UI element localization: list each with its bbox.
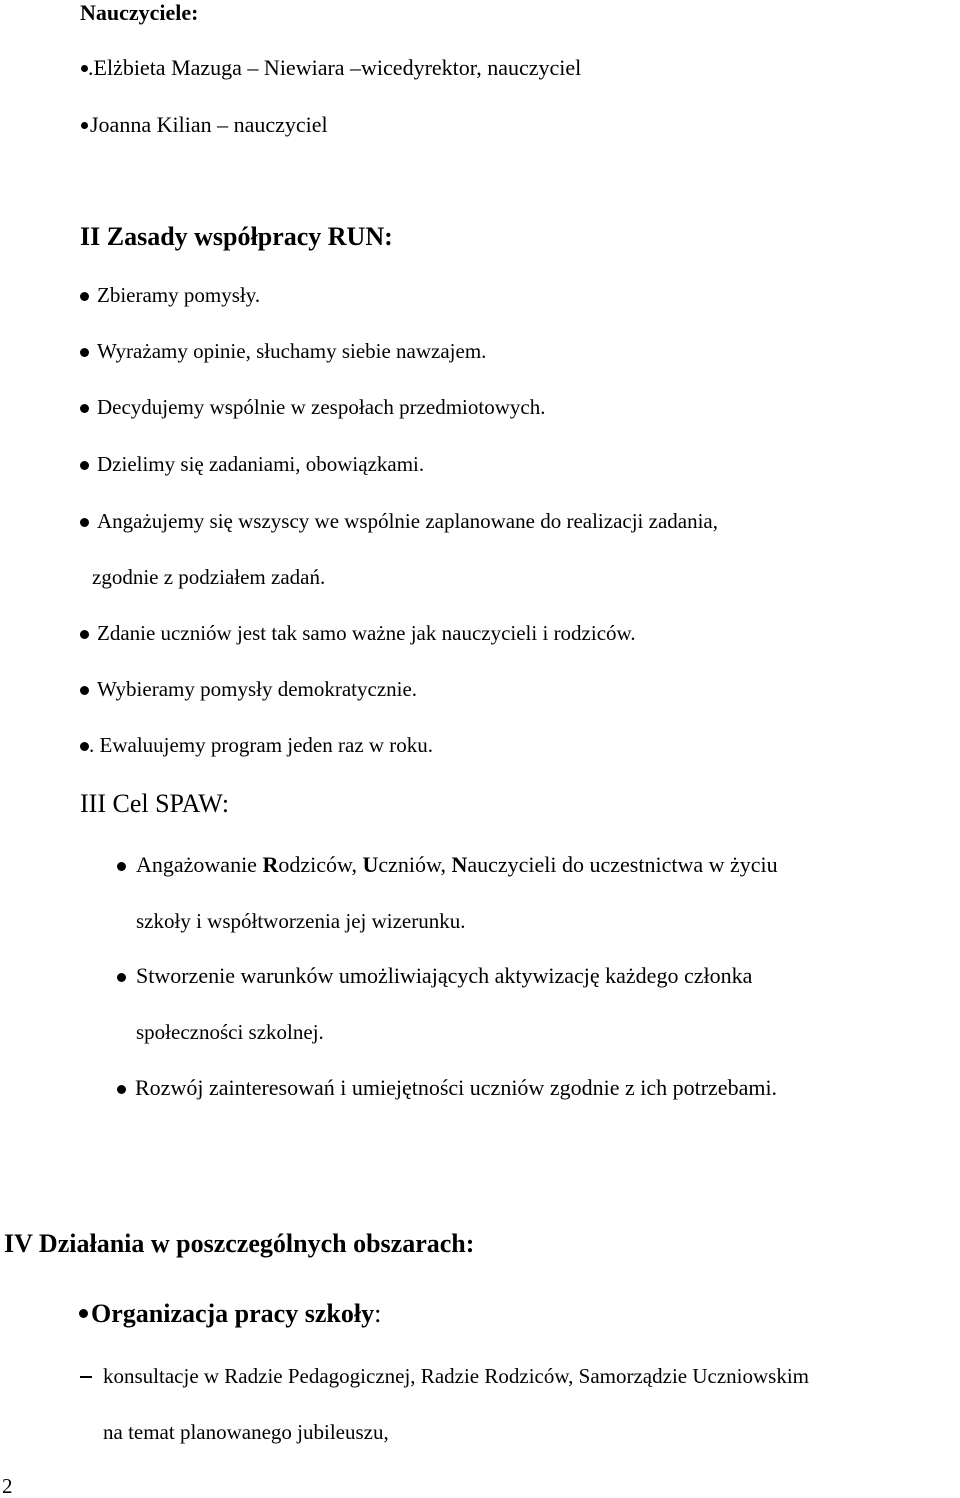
goal-item: Angażowanie Rodziców, Uczniów, Nauczycieli do uczestnictwa w życiu (136, 852, 778, 877)
bullet-icon (81, 65, 88, 72)
bullet-icon (80, 630, 89, 639)
bullet-icon (80, 742, 89, 751)
teacher-item: .Elżbieta Mazuga – Niewiara –wicedyrektor, nauczyciel (88, 55, 582, 80)
goal-item-continuation: społeczności szkolnej. (136, 1020, 324, 1044)
bullet-icon (80, 518, 89, 527)
list-item: Wybieramy pomysły demokratycznie. (97, 677, 418, 701)
list-item: Zbieramy pomysły. (97, 283, 261, 307)
bullet-icon (80, 292, 89, 301)
activity-item: konsultacje w Radzie Pedagogicznej, Radzie Rodziców, Samorządzie Uczniowskim (103, 1364, 809, 1388)
page-number: 2 (2, 1474, 13, 1498)
list-item: Decydujemy wspólnie w zespołach przedmiotowych. (97, 395, 546, 419)
teachers-heading: Nauczyciele: (80, 0, 199, 25)
section-4-heading: IV Działania w poszczególnych obszarach: (4, 1229, 475, 1258)
teacher-item: Joanna Kilian – nauczyciel (90, 112, 328, 137)
bullet-icon (80, 461, 89, 470)
list-item: Zdanie uczniów jest tak samo ważne jak nauczycieli i rodziców. (97, 621, 636, 645)
list-item: . Ewaluujemy program jeden raz w roku. (89, 733, 434, 757)
bullet-icon (117, 973, 126, 982)
bullet-icon (80, 348, 89, 357)
bullet-icon (80, 404, 89, 413)
subsection-heading: Organizacja pracy szkoły: (91, 1299, 382, 1328)
dash-icon (80, 1376, 92, 1378)
section-2-heading: II Zasady współpracy RUN: (80, 222, 393, 251)
list-item-continuation: zgodnie z podziałem zadań. (92, 565, 326, 589)
activity-item-continuation: na temat planowanego jubileuszu, (103, 1420, 389, 1444)
goal-item-continuation: szkoły i współtworzenia jej wizerunku. (136, 909, 466, 933)
bullet-icon (117, 1085, 126, 1094)
list-item: Dzielimy się zadaniami, obowiązkami. (97, 452, 425, 476)
goal-item: Rozwój zainteresowań i umiejętności uczniów zgodnie z ich potrzebami. (135, 1075, 778, 1100)
bullet-icon (79, 1309, 88, 1318)
goal-item: Stworzenie warunków umożliwiających aktywizację każdego członka (136, 963, 753, 988)
bullet-icon (81, 122, 88, 129)
section-3-heading: III Cel SPAW: (80, 789, 230, 818)
list-item: Wyrażamy opinie, słuchamy siebie nawzajem. (97, 339, 487, 363)
bullet-icon (80, 686, 89, 695)
bullet-icon (117, 862, 126, 871)
list-item: Angażujemy się wszyscy we wspólnie zaplanowane do realizacji zadania, (97, 509, 718, 533)
